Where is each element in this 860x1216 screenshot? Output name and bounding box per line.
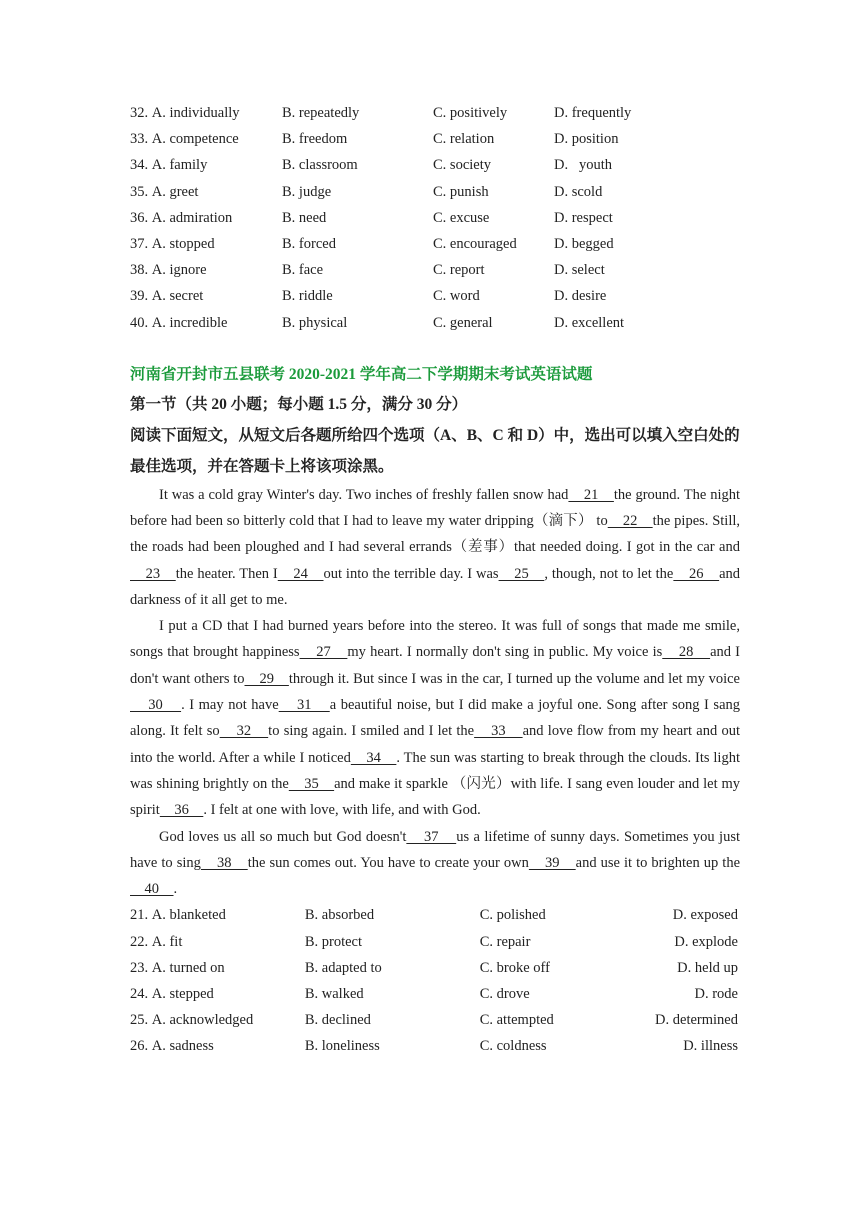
option-row-21 [130,902,740,928]
blank-39: 39 [528,854,576,871]
blank-38: 38 [200,854,248,871]
option-d: D. frequently [554,105,632,121]
option-b: B. loneliness [304,1038,380,1055]
blank-32: 32 [219,723,269,740]
option-a: 39. A. secret [130,288,204,305]
option-row-35 [130,179,740,205]
option-b: B. forced [282,235,336,252]
blank-29: 29 [244,670,289,687]
blank-33: 33 [474,723,523,740]
blank-28: 28 [662,644,711,661]
option-b: B. declined [304,1012,371,1029]
option-c: C. repair [479,933,531,950]
blank-23: 23 [130,565,176,582]
blank-34: 34 [350,749,397,766]
blank-36: 36 [159,802,204,819]
option-d: D. rode [694,986,738,1002]
option-row-26 [130,1033,740,1059]
option-b: B. face [282,262,324,279]
option-c: C. coldness [479,1038,547,1055]
blank-30: 30 [130,697,182,714]
option-row-38 [130,257,740,283]
blank-26: 26 [673,565,720,582]
blank-27: 27 [299,644,348,661]
blank-35: 35 [288,775,335,792]
options-list-21-26 [130,902,740,1059]
option-row-40 [130,310,740,336]
option-b: B. riddle [282,288,333,305]
option-b: B. absorbed [304,907,375,924]
option-row-25 [130,1007,740,1033]
option-a: 26. A. sadness [130,1038,214,1055]
option-b: B. adapted to [304,959,382,976]
paragraph-3: God loves us all so much but God doesn't 37 us a lifetime of sunny days. Sometimes you just have to sing 38 the sun comes out. You have to create your own 39 and use it to brighten up the 40 . [130,828,741,898]
option-c: C. positively [433,105,508,121]
paragraph-1: It was a cold gray Winter's day. Two inches of freshly fallen snow had 21 the ground. The night before had been so bitterly cold that I had to leave my water dripping（滴下） to 22 the pipes. Still, the roads had been ploughed and I had several errands（差事）that needed doing. I got in the car and 23 the heater. Then I 24 out into the terrible day. I was 25 , though, not to let the 26 and darkness of it all get to me. [130,486,741,608]
option-d: D. desire [554,288,607,305]
option-d: D. determined [655,1012,738,1029]
option-a: 40. A. incredible [130,314,228,331]
option-a: 22. A. fit [130,933,183,950]
paragraph-2: I put a CD that I had burned years before into the stereo. It was full of songs that made me smile, songs that brought happiness 27 my heart. I normally don't sing in public. My voice is 28 and I don't want others to 29 through it. But since I was in the car, I turned up the volume and let my voice 30 . I may not have 31 a beautiful noise, but I did make a joyful one. Song after song I sang along. It felt so 32 to sing again. I smiled and I let the 33 and love flow from my heart and out into the world. After a while I noticed 34 . The sun was starting to break through the clouds. Its light was shining brightly on the 35 and make it sparkle （闪光）with life. I sang even louder and let my spirit 36 . I felt at one with love, with life, and with God. [130,618,741,819]
blank-40: 40 [130,881,174,898]
option-row-33 [130,126,740,152]
blank-24: 24 [277,565,324,582]
option-c: C. polished [479,907,546,924]
option-row-32 [130,100,740,126]
option-c: C. punish [433,183,489,200]
option-d: D. respect [554,209,613,226]
option-a: 33. A. competence [130,131,239,148]
option-d: D. scold [554,183,603,200]
option-a: 36. A. admiration [130,209,233,226]
option-b: B. walked [304,986,364,1002]
option-c: C. relation [433,131,495,148]
option-row-23 [130,955,740,981]
option-d: D. held up [677,959,738,976]
blank-37: 37 [406,828,457,845]
option-d: D. select [554,262,605,279]
option-a: 23. A. turned on [130,959,225,976]
option-a: 21. A. blanketed [130,907,226,924]
option-c: C. report [433,262,485,279]
option-a: 38. A. ignore [130,262,207,279]
blank-22: 22 [607,512,653,529]
option-c: C. drove [479,986,530,1002]
option-b: B. classroom [282,157,358,174]
option-a: 34. A. family [130,157,208,174]
option-c: C. society [433,157,491,174]
option-b: B. judge [282,183,332,200]
option-b: B. physical [282,314,348,331]
option-c: C. encouraged [433,235,517,252]
option-c: C. word [433,288,480,305]
option-c: C. excuse [433,209,490,226]
option-b: B. repeatedly [282,105,360,121]
source-title: 河南省开封市五县联考 2020-2021 学年高二下学期期末考试英语试题 [130,365,593,383]
option-b: B. freedom [282,131,348,148]
option-row-39 [130,283,740,309]
option-d: D. begged [554,235,614,252]
options-list-32-40 [130,100,740,336]
option-c: C. broke off [479,959,550,976]
blank-21: 21 [568,486,614,503]
instructions: 阅读下面短文，从短文后各题所给四个选项（A、B、C 和 D）中，选出可以填入空白处的最佳选项，并在答题卡上将该项涂黑。 [130,426,740,475]
document-page [130,100,740,1060]
option-d: D. explode [674,933,738,950]
blank-25: 25 [498,565,545,582]
option-row-37 [130,231,740,257]
option-d: D. exposed [672,907,738,924]
option-a: 25. A. acknowledged [130,1012,254,1029]
option-d: D. excellent [554,314,625,331]
cloze-passage [130,482,740,903]
option-row-34 [130,152,740,178]
option-row-22 [130,929,740,955]
option-a: 24. A. stepped [130,986,214,1002]
option-a: 32. A. individually [130,105,240,121]
option-d: D. youth [554,157,612,174]
option-c: C. attempted [479,1012,554,1029]
option-a: 37. A. stopped [130,235,215,252]
option-a: 35. A. greet [130,183,199,200]
section-heading: 第一节（共 20 小题；每小题 1.5 分，满分 30 分） [130,395,468,413]
option-b: B. protect [304,933,363,950]
option-row-24 [130,981,740,1007]
option-row-36 [130,205,740,231]
option-c: C. general [433,314,493,331]
blank-31: 31 [278,697,330,714]
option-d: D. position [554,131,619,148]
option-b: B. need [282,209,327,226]
option-d: D. illness [683,1038,738,1055]
